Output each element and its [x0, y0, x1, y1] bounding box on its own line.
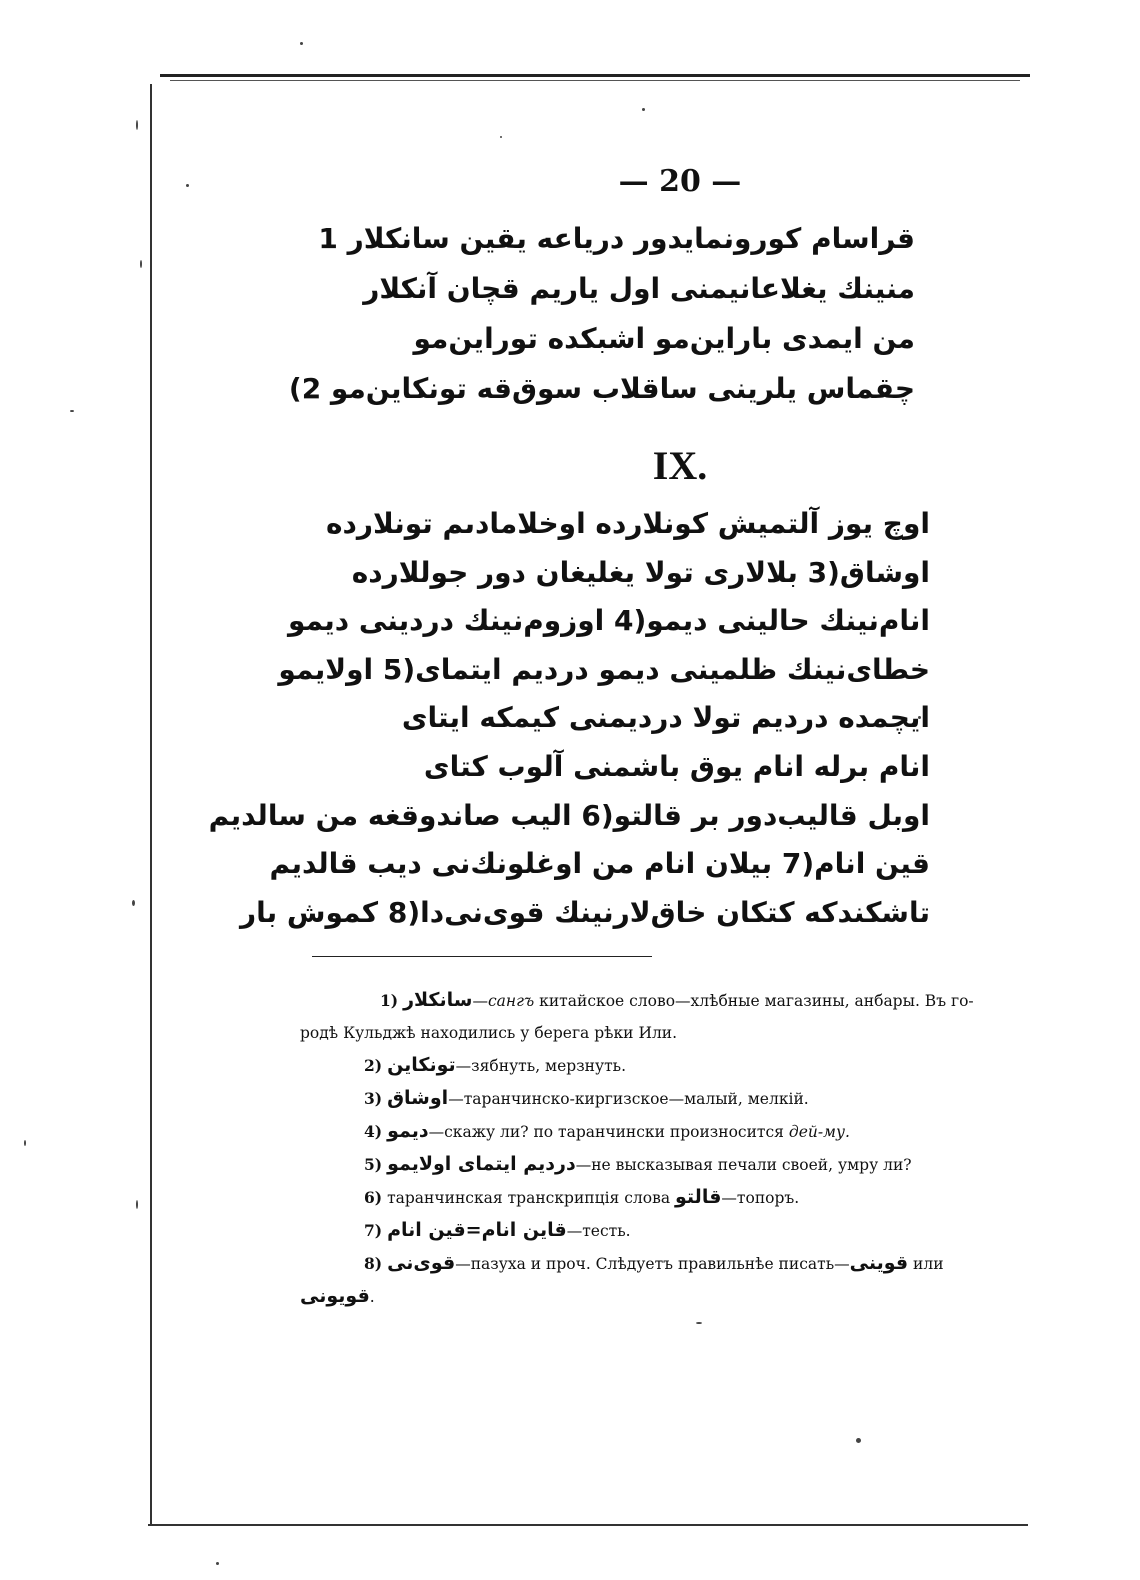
footnote-2: 2) تونكاين—зябнуть, мерзнуть. [364, 1054, 627, 1076]
frame-left-rule [150, 84, 152, 1524]
footnote-8-continued: قويونى. [300, 1285, 375, 1307]
footnote-3: 3) اوشاق—таранчинско-киргизское—малый, мелкій. [364, 1087, 809, 1109]
verse-line: قين انام(7 بيلان انام من اوغلونك‌نى ديب قالديم [269, 847, 930, 881]
page-number: — 20 — [618, 164, 742, 199]
section-heading: IX. [652, 443, 708, 488]
footnote-5: 5) درديم ايتماى اولايمو—не высказывая печали своей, умру ли? [364, 1153, 912, 1175]
verse-line: منينك يغلاعانيمنى اول ياريم قچان آنكلار [363, 272, 915, 305]
verse-line: خطاى‌نينك ظلمينى ديمو درديم ايتماى(5 اولايمو [278, 652, 930, 686]
poem-stanza-1 [288, 214, 915, 414]
verse-line: چقماس يلرينى ساقلاب سوق‌قه تونكاين‌مو 2) [288, 372, 915, 405]
verse-line: ايچمده درديم تولا درديمنى كيمكه ايتاى [401, 701, 930, 735]
poem-stanza-2 [208, 500, 930, 937]
footnote-8: 8) قوى‌نى—пазуха и проч. Слѣдуетъ правильнѣе писать—قوينى или [364, 1252, 944, 1274]
footnote-4: 4) ديمو—скажу ли? по таранчински произносится дей-му. [364, 1120, 850, 1142]
footnote-6: 6) таранчинская транскрипція слова قالتو—топоръ. [364, 1186, 800, 1208]
verse-line: انام برله انام يوق باشمنى آلوب كتاى [423, 749, 930, 783]
frame-top-rule-thin [170, 80, 1020, 81]
verse-line: انام‌نينك حالينى ديمو(4 اوزوم‌نينك دردينى ديمو [287, 604, 930, 638]
footnote-separator [312, 956, 652, 957]
verse-line: اوبل قاليب‌دور بر قالتو(6 اليب صاندوقغه من سالديم [208, 798, 930, 832]
verse-line: من ايمدى باراين‌مو اشبكده توراين‌مو [413, 322, 915, 355]
verse-line: اوشاق(3 بلالارى تولا يغليغان دور جوللارده [351, 555, 930, 589]
footnote-1-continued: родѣ Кульджѣ находились у берега рѣки Или. [300, 1024, 678, 1042]
frame-bottom-rule [148, 1524, 1028, 1526]
footnote-7: 7) قاين انام=قين انام—тесть. [364, 1219, 631, 1241]
verse-line: تاشكندكه كتكان خاق‌لارنينك قوى‌نى‌دا(8 كموش بار [239, 895, 930, 929]
verse-line: قراسام كورونمايدور درياعه يقين سانكلار 1 [318, 222, 915, 255]
frame-top-rule [160, 74, 1030, 77]
footnotes [300, 984, 1000, 1313]
footnote-1: 1) سانكلار—сангъ китайское слово—хлѣбные магазины, анбары. Въ го- [380, 989, 974, 1011]
verse-line: اوچ يوز آلتميش كونلارده اوخلامادىم تونلارده [325, 507, 930, 540]
